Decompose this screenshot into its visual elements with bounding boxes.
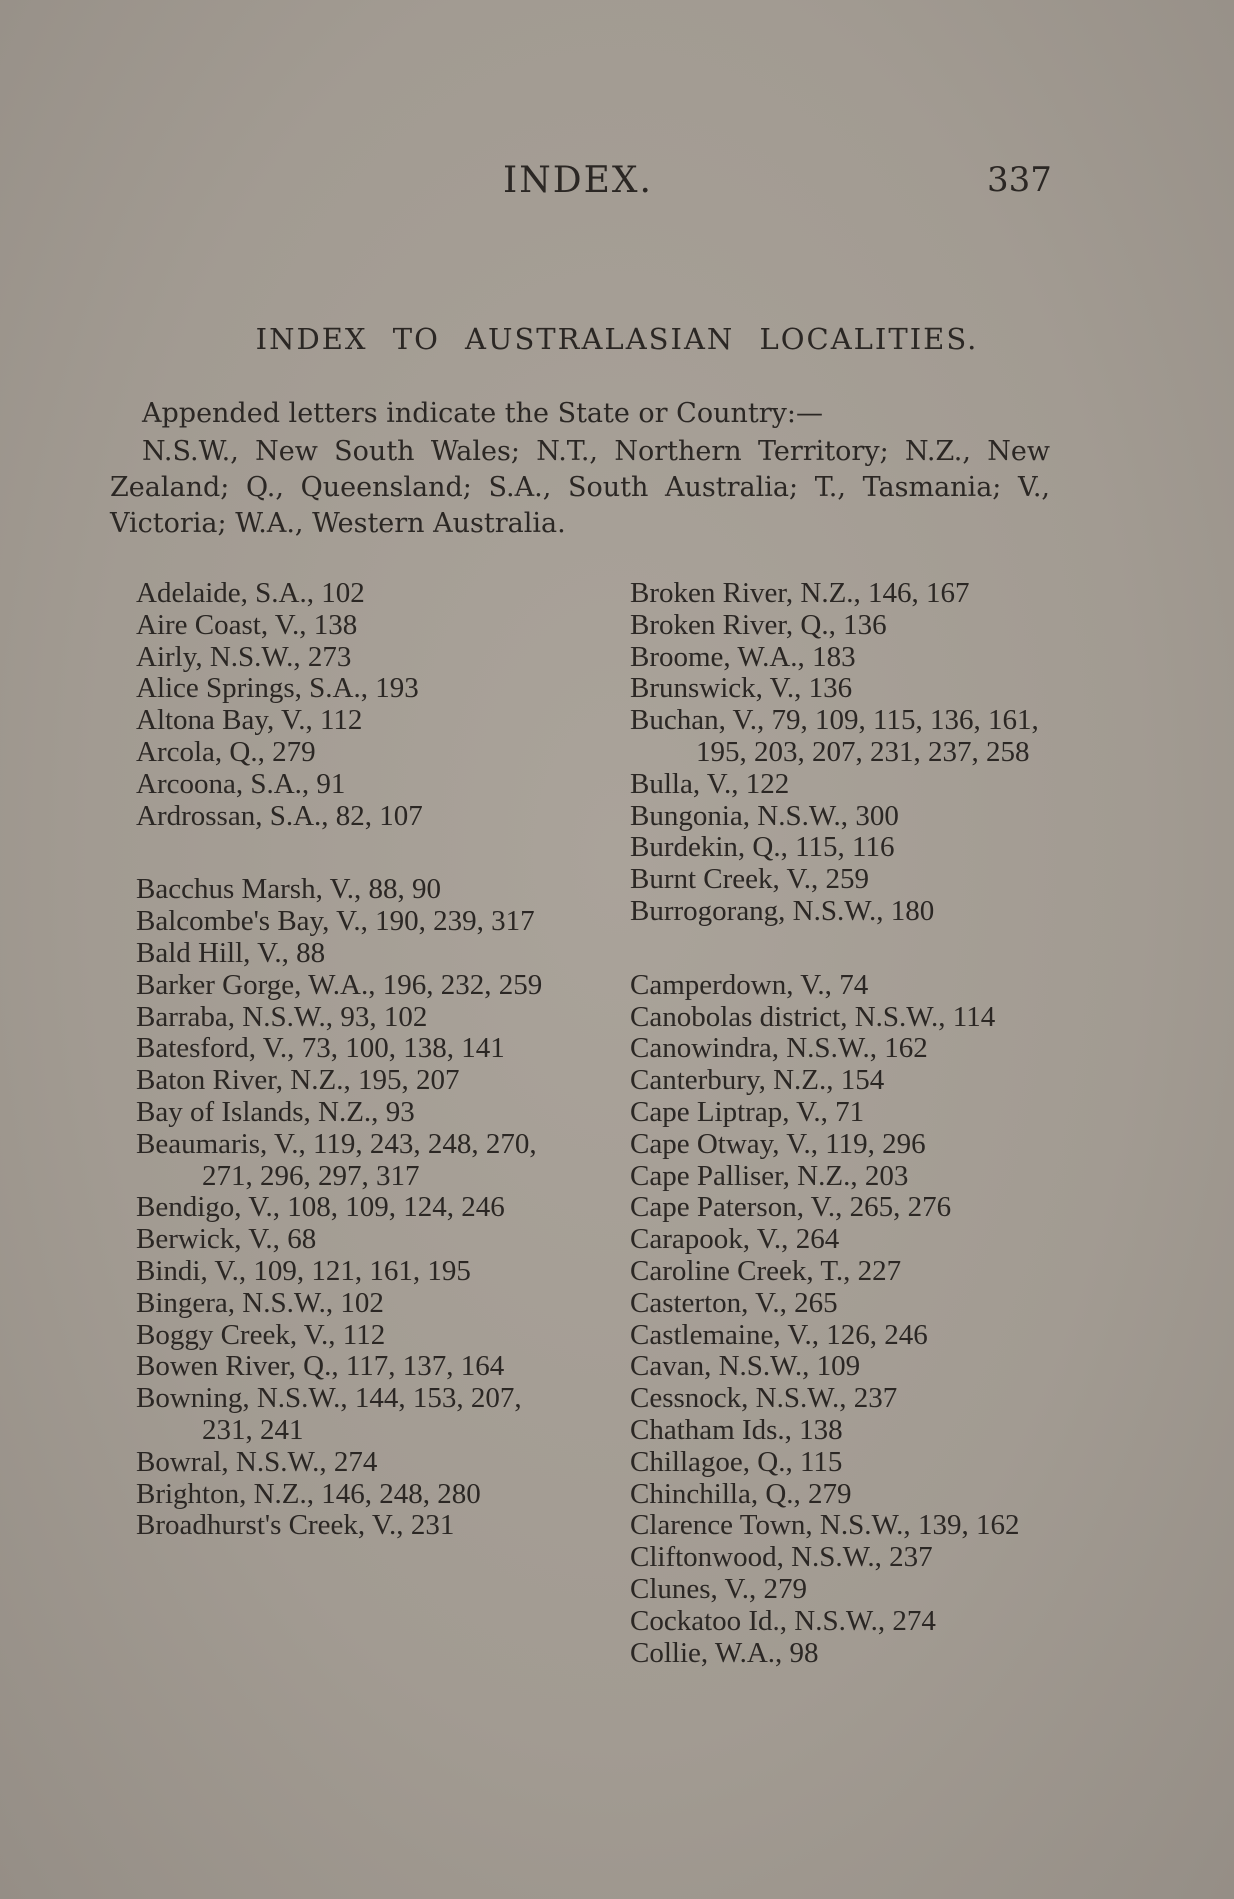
index-entry [630, 1447, 1052, 1479]
index-entry [630, 896, 1052, 928]
entry-pages: 195, 207 [357, 1064, 460, 1097]
entry-name: Burnt Creek, V., [630, 863, 819, 896]
index-entry [136, 938, 558, 970]
entry-name: Broome, W.A., [630, 640, 805, 673]
entry-pages: 88 [296, 936, 326, 969]
entry-pages: 112 [319, 704, 363, 737]
entry-pages: 274 [333, 1445, 378, 1478]
index-entry [630, 673, 1052, 705]
entry-pages: 109 [816, 1350, 861, 1383]
group-c [630, 970, 1052, 1670]
entry-name: Ardrossan, S.A., [136, 799, 329, 832]
index-entry [630, 801, 1052, 833]
index-entry [136, 578, 558, 610]
index-entry [630, 1224, 1052, 1256]
section-title: INDEX TO AUSTRALASIAN LOCALITIES. [255, 322, 979, 356]
index-entry [136, 1479, 558, 1511]
index-entry [136, 1256, 558, 1288]
entry-pages: 102 [321, 577, 365, 609]
entry-name: Burdekin, Q., [630, 831, 788, 864]
entry-pages: 144, 153, 207, 231, 241 [202, 1382, 522, 1446]
index-entry [136, 1351, 558, 1383]
intro-paragraph [110, 396, 1050, 542]
entry-name: Chillagoe, Q., [630, 1445, 793, 1478]
entry-pages: 265, 276 [849, 1191, 952, 1224]
entry-pages: 79, 109, 115, 136, 161, 195, 203, 207, 231, 237, 258 [696, 704, 1039, 768]
index-entry [136, 673, 558, 705]
index-entry [136, 1288, 558, 1320]
entry-pages: 73, 100, 138, 141 [301, 1032, 505, 1065]
entry-name: Cessnock, N.S.W., [630, 1382, 847, 1415]
entry-pages: 146, 248, 280 [321, 1477, 481, 1510]
entry-name: Canobolas district, N.S.W., [630, 1000, 946, 1033]
entry-name: Cliftonwood, N.S.W., [630, 1541, 882, 1574]
index-entry [630, 970, 1052, 1002]
entry-pages: 138 [799, 1413, 843, 1446]
running-head [0, 160, 1234, 210]
entry-name: Carapook, V., [630, 1223, 789, 1256]
entry-name: Bay of Islands, N.Z., [136, 1095, 379, 1128]
index-entry [630, 1161, 1052, 1193]
entry-name: Clunes, V., [630, 1572, 757, 1605]
entry-pages: 71 [835, 1095, 865, 1128]
entry-name: Broken River, Q., [630, 608, 836, 641]
entry-name: Buchan, V., [630, 704, 765, 737]
left-column [136, 578, 558, 1542]
index-entry [630, 832, 1052, 864]
entry-name: Castlemaine, V., [630, 1318, 820, 1351]
group-spacer [136, 832, 558, 874]
entry-name: Clarence Town, N.S.W., [630, 1509, 911, 1542]
index-entry [136, 801, 558, 833]
entry-name: Bendigo, V., [136, 1191, 280, 1224]
entry-pages: 93, 102 [340, 1000, 428, 1033]
entry-pages: 112 [342, 1318, 386, 1351]
entry-pages: 136 [808, 672, 853, 705]
entry-pages: 279 [272, 735, 316, 768]
entry-pages: 114 [952, 1000, 996, 1033]
entry-pages: 102 [340, 1286, 384, 1319]
entry-pages: 126, 246 [826, 1318, 928, 1351]
entry-pages: 231 [410, 1509, 455, 1542]
index-entry [136, 1065, 558, 1097]
entry-pages: 122 [745, 767, 790, 800]
entry-pages: 88, 90 [368, 873, 442, 906]
entry-name: Chatham Ids., [630, 1413, 792, 1446]
entry-name: Caroline Creek, T., [630, 1254, 851, 1287]
entry-name: Beaumaris, V., [136, 1127, 306, 1160]
index-entry [630, 769, 1052, 801]
entry-name: Brighton, N.Z., [136, 1477, 315, 1510]
index-entry [630, 1320, 1052, 1352]
entry-pages: 154 [840, 1064, 885, 1097]
group-a [136, 578, 558, 832]
index-entry [136, 1447, 558, 1479]
entry-name: Cape Otway, V., [630, 1127, 818, 1160]
entry-name: Altona Bay, V., [136, 704, 313, 737]
entry-pages: 119, 296 [825, 1127, 926, 1160]
index-entry [630, 1288, 1052, 1320]
entry-name: Bindi, V., [136, 1254, 247, 1287]
entry-pages: 146, 167 [868, 577, 970, 609]
index-entry [136, 1097, 558, 1129]
entry-pages: 227 [857, 1254, 902, 1287]
entry-name: Bungonia, N.S.W., [630, 799, 849, 832]
entry-pages: 180 [890, 894, 935, 927]
entry-name: Burrogorang, N.S.W., [630, 894, 884, 927]
index-entry [630, 1383, 1052, 1415]
index-entry [136, 906, 558, 938]
entry-name: Barker Gorge, W.A., [136, 968, 376, 1001]
entry-name: Cape Palliser, N.Z., [630, 1159, 858, 1192]
entry-name: Camperdown, V., [630, 968, 832, 1001]
entry-name: Berwick, V., [136, 1223, 280, 1256]
entry-name: Boggy Creek, V., [136, 1318, 336, 1351]
entry-pages: 119, 243, 248, 270, 271, 296, 297, 317 [202, 1127, 537, 1192]
entry-name: Canowindra, N.S.W., [630, 1032, 878, 1065]
entry-name: Bowen River, Q., [136, 1350, 339, 1383]
entry-pages: 109, 121, 161, 195 [253, 1254, 471, 1287]
index-entry [630, 1002, 1052, 1034]
entry-pages: 115 [799, 1445, 843, 1478]
index-entry [630, 864, 1052, 896]
right-column [630, 578, 1052, 1669]
index-entry [136, 1192, 558, 1224]
group-b-continued [630, 578, 1052, 928]
index-entry [136, 1320, 558, 1352]
index-entry [630, 1256, 1052, 1288]
index-entry [136, 874, 558, 906]
entry-pages: 183 [812, 640, 856, 673]
entry-pages: 74 [839, 968, 869, 1001]
entry-name: Baton River, N.Z., [136, 1064, 351, 1097]
entry-pages: 136 [843, 608, 887, 641]
index-entry [136, 642, 558, 674]
index-entry [630, 1097, 1052, 1129]
entry-name: Aire Coast, V., [136, 608, 307, 641]
index-entry [136, 1224, 558, 1256]
index-entry [630, 1065, 1052, 1097]
entry-pages: 259 [825, 863, 869, 896]
entry-pages: 82, 107 [335, 799, 423, 832]
index-entry [630, 1033, 1052, 1065]
index-entry [136, 1129, 558, 1193]
entry-name: Arcoona, S.A., [136, 767, 310, 800]
page-number: 337 [987, 160, 1052, 200]
index-entry [630, 610, 1052, 642]
entry-name: Barraba, N.S.W., [136, 1000, 334, 1033]
entry-pages: 265 [794, 1286, 838, 1319]
entry-name: Airly, N.S.W., [136, 640, 301, 673]
entry-name: Arcola, Q., [136, 735, 265, 768]
index-entry [136, 1033, 558, 1065]
index-entry [630, 1638, 1052, 1670]
entry-pages: 68 [287, 1223, 317, 1256]
entry-name: Cockatoo Id., N.S.W., [630, 1604, 886, 1637]
index-entry [136, 970, 558, 1002]
entry-pages: 193 [375, 672, 419, 705]
entry-name: Cape Paterson, V., [630, 1191, 843, 1224]
entry-pages: 115, 116 [795, 831, 895, 864]
entry-name: Bowral, N.S.W., [136, 1445, 327, 1478]
index-entry [630, 1192, 1052, 1224]
index-entry [136, 705, 558, 737]
entry-pages: 93 [385, 1095, 415, 1128]
entry-pages: 300 [855, 799, 899, 832]
index-entry [136, 1002, 558, 1034]
entry-pages: 117, 137, 164 [345, 1350, 505, 1383]
intro-lead: Appended letters indicate the State or Country:— [142, 398, 823, 429]
running-head-title: INDEX. [503, 160, 653, 201]
group-b [136, 874, 558, 1542]
index-entry [630, 1574, 1052, 1606]
entry-name: Bingera, N.S.W., [136, 1286, 334, 1319]
entry-pages: 196, 232, 259 [382, 968, 543, 1001]
entry-pages: 264 [795, 1223, 840, 1256]
entry-pages: 237 [853, 1382, 898, 1415]
entry-pages: 203 [864, 1159, 909, 1192]
index-entry [136, 737, 558, 769]
entry-pages: 237 [889, 1541, 933, 1574]
index-entry [630, 642, 1052, 674]
entry-pages: 279 [808, 1477, 852, 1510]
entry-pages: 108, 109, 124, 246 [287, 1191, 505, 1224]
entry-pages: 139, 162 [917, 1509, 1020, 1542]
index-entry [630, 1415, 1052, 1447]
entry-pages: 91 [316, 767, 346, 800]
index-entry [136, 1510, 558, 1542]
entry-name: Canterbury, N.Z., [630, 1064, 834, 1097]
entry-pages: 162 [884, 1032, 928, 1065]
entry-name: Broken River, N.Z., [630, 577, 861, 609]
group-spacer [630, 928, 1052, 970]
index-entry [630, 1606, 1052, 1638]
entry-name: Bald Hill, V., [136, 936, 289, 969]
index-entry [630, 1479, 1052, 1511]
entry-name: Casterton, V., [630, 1286, 787, 1319]
index-entry [136, 1383, 558, 1447]
entry-name: Chinchilla, Q., [630, 1477, 801, 1510]
entry-pages: 274 [892, 1604, 936, 1637]
entry-name: Alice Springs, S.A., [136, 672, 368, 705]
entry-name: Cape Liptrap, V., [630, 1095, 828, 1128]
entry-pages: 273 [307, 640, 352, 673]
index-entry [630, 1351, 1052, 1383]
entry-name: Bacchus Marsh, V., [136, 873, 362, 906]
entry-pages: 190, 239, 317 [375, 905, 535, 938]
entry-name: Balcombe's Bay, V., [136, 905, 368, 938]
entry-name: Collie, W.A., [630, 1636, 783, 1669]
entry-name: Bulla, V., [630, 767, 739, 800]
entry-name: Adelaide, S.A., [136, 577, 314, 609]
entry-name: Bowning, N.S.W., [136, 1382, 348, 1415]
entry-pages: 98 [789, 1636, 819, 1669]
index-entry [136, 769, 558, 801]
entry-name: Broadhurst's Creek, V., [136, 1509, 404, 1542]
index-entry [136, 610, 558, 642]
entry-name: Cavan, N.S.W., [630, 1350, 810, 1383]
index-entry [630, 1542, 1052, 1574]
index-entry [630, 578, 1052, 610]
index-entry [630, 705, 1052, 769]
entry-pages: 279 [763, 1572, 807, 1605]
intro-legend: N.S.W., New South Wales; N.T., Northern Territory; N.Z., New Zealand; Q., Queensland; S.A., South Australia; T., Tasmania; V., Victoria; W.A., Western Australia. [110, 436, 1050, 539]
entry-pages: 138 [313, 608, 358, 641]
index-entry [630, 1129, 1052, 1161]
index-entry [630, 1510, 1052, 1542]
entry-name: Brunswick, V., [630, 672, 802, 705]
entry-name: Batesford, V., [136, 1032, 295, 1065]
